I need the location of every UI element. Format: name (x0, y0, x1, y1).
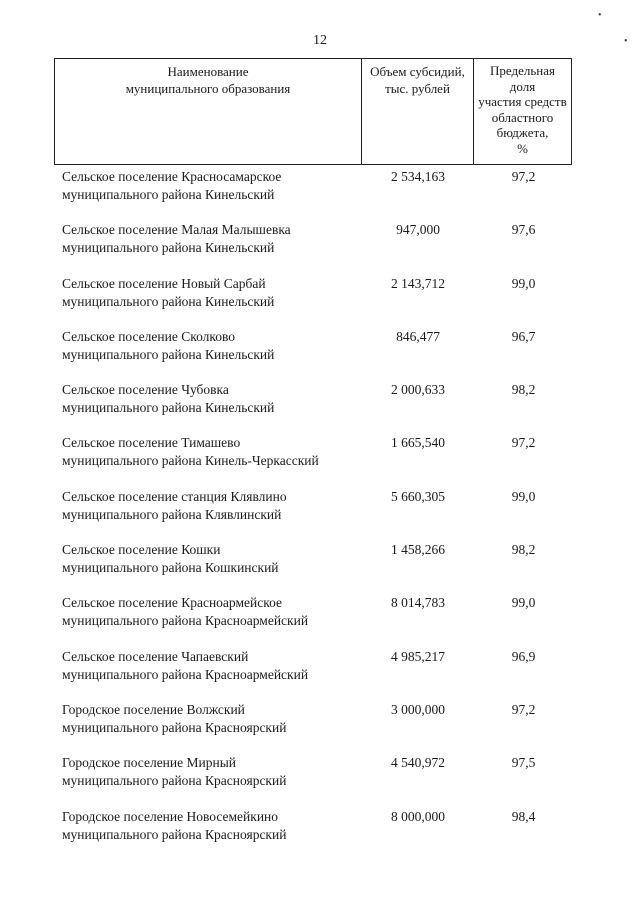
municipality-name (62, 754, 362, 790)
name-line: Городское поселение Мирный (62, 755, 236, 771)
budget-share: 97,5 (511, 755, 536, 771)
budget-share: 96,9 (511, 648, 536, 664)
municipality-name (62, 701, 362, 737)
budget-share: 98,2 (511, 542, 536, 558)
subsidy-amount: 2 534,163 (391, 169, 445, 184)
name-line: Сельское поселение Тимашево (62, 435, 241, 451)
municipality-name (62, 221, 362, 257)
budget-share: 98,2 (511, 382, 536, 398)
table-row (0, 434, 640, 487)
name-line: муниципального района Клявлинский (62, 506, 282, 522)
name-line: Сельское поселение Чубовка (62, 382, 229, 398)
municipality-name (62, 328, 362, 364)
name-line: Сельское поселение Чапаевский (62, 648, 249, 664)
municipality-name (62, 488, 362, 524)
table-row (0, 381, 640, 434)
subsidy-amount: 2 000,633 (391, 382, 445, 398)
name-line: Сельское поселение Красноармейское (62, 595, 282, 611)
name-line: муниципального района Кинельский (62, 400, 275, 416)
budget-share: 99,0 (511, 275, 536, 291)
name-line: Сельское поселение Красносамарское (62, 169, 282, 184)
table-body (0, 168, 640, 861)
header-share-line: участия средств (478, 94, 567, 109)
budget-share: 99,0 (511, 488, 536, 504)
header-share-line: областного (491, 109, 554, 125)
subsidy-amount: 1 458,266 (391, 542, 445, 558)
municipality-name (62, 808, 362, 844)
name-line: Городское поселение Новосемейкино (62, 808, 279, 824)
name-line: муниципального района Кинельский (62, 346, 275, 362)
municipality-name (62, 541, 362, 577)
table-header (54, 58, 572, 165)
name-line: Сельское поселение Малая Малышевка (62, 222, 291, 238)
header-name-column (55, 59, 362, 164)
budget-share: 97,2 (511, 701, 536, 717)
name-line: муниципального района Красноярский (62, 826, 287, 842)
subsidy-amount: 8 000,000 (391, 808, 445, 824)
name-line: Сельское поселение станция Клявлино (62, 488, 287, 504)
header-share-line: Предельная (490, 63, 555, 78)
name-line: муниципального района Кинельский (62, 240, 275, 256)
name-line: муниципального района Красноармейский (62, 613, 309, 629)
name-line: муниципального района Кошкинский (62, 560, 279, 576)
table-row (0, 648, 640, 701)
header-amount-line: тыс. рублей (385, 81, 450, 96)
name-line: муниципального района Красноармейский (62, 666, 309, 682)
table-row (0, 275, 640, 328)
subsidy-amount: 4 540,972 (391, 755, 445, 771)
table-row (0, 488, 640, 541)
budget-share: 99,0 (511, 595, 536, 611)
name-line: Сельское поселение Кошки (62, 542, 221, 558)
subsidy-amount: 8 014,783 (391, 595, 445, 611)
name-line: муниципального района Кинель-Черкасский (62, 453, 319, 469)
municipality-name (62, 275, 362, 311)
name-line: муниципального района Кинельский (62, 293, 275, 309)
name-line: Городское поселение Волжский (62, 701, 245, 717)
header-share-line: % (517, 140, 528, 156)
name-line: муниципального района Кинельский (62, 187, 275, 202)
table-row (0, 808, 640, 861)
subsidy-amount: 4 985,217 (391, 648, 445, 664)
name-line: муниципального района Красноярский (62, 773, 287, 789)
subsidy-amount: 846,477 (396, 328, 440, 344)
budget-share: 96,7 (511, 328, 536, 344)
municipality-name (62, 381, 362, 417)
subsidy-amount: 1 665,540 (391, 435, 445, 451)
page-number: 12 (313, 33, 327, 48)
table-row (0, 168, 640, 221)
name-line: муниципального района Красноярский (62, 719, 287, 735)
header-amount-column (362, 59, 474, 164)
header-share-line: бюджета, (496, 125, 549, 140)
municipality-name (62, 434, 362, 470)
header-share-column (474, 59, 571, 164)
header-name-line: Наименование (167, 64, 249, 79)
table-row (0, 541, 640, 594)
table-row (0, 754, 640, 807)
budget-share: 97,2 (511, 435, 536, 451)
table-row (0, 701, 640, 754)
scan-speck: • (598, 10, 602, 21)
subsidy-amount: 2 143,712 (391, 275, 445, 291)
municipality-name (62, 594, 362, 630)
table-row (0, 594, 640, 647)
header-share-line: доля (509, 78, 536, 94)
budget-share: 98,4 (511, 808, 536, 824)
table-row (0, 328, 640, 381)
name-line: Сельское поселение Сколково (62, 328, 236, 344)
subsidy-amount: 3 000,000 (391, 701, 445, 717)
budget-share: 97,6 (511, 222, 536, 238)
name-line: Сельское поселение Новый Сарбай (62, 275, 266, 291)
header-name-line: муниципального образования (125, 81, 291, 96)
subsidy-amount: 5 660,305 (391, 488, 445, 504)
subsidy-amount: 947,000 (396, 222, 440, 238)
municipality-name (62, 168, 362, 204)
budget-share: 97,2 (511, 169, 536, 184)
municipality-name (62, 648, 362, 684)
header-amount-line: Объем субсидий, (370, 64, 465, 79)
table-row (0, 221, 640, 274)
scan-speck: • (624, 36, 628, 47)
